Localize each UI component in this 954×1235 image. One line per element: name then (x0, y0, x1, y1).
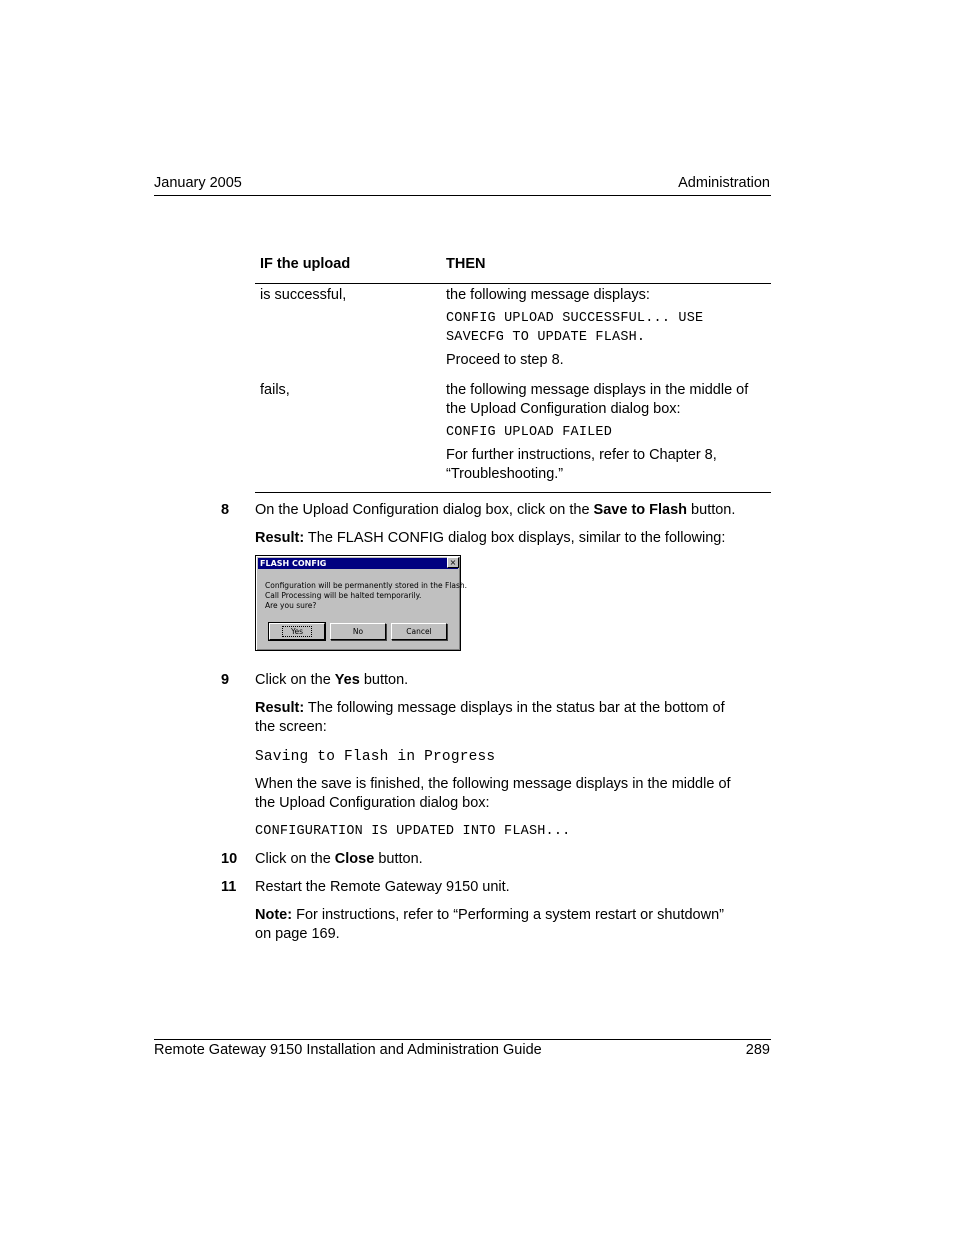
page-number: 289 (745, 1042, 770, 1058)
table-bottom-rule (255, 492, 771, 493)
flash-config-dialog (255, 555, 468, 651)
step-9-code-2: CONFIGURATION IS UPDATED INTO FLASH... (255, 824, 571, 839)
dialog-message-line-1: Configuration will be permanently stored in the Flash. (265, 581, 468, 590)
step-10-text: Click on the Close button. (255, 851, 423, 867)
table-row-1-condition: is successful, (260, 287, 347, 303)
table-row-2-code: CONFIG UPLOAD FAILED (446, 425, 613, 440)
table-row-1-after: Proceed to step 8. (446, 352, 564, 368)
step-9-when-line2: the Upload Configuration dialog box: (255, 795, 490, 811)
dialog-title: FLASH CONFIG (258, 558, 458, 569)
step-9-result-line2: the screen: (255, 719, 327, 735)
dialog-message (265, 581, 467, 611)
table-header-then: THEN (446, 256, 486, 272)
step-11-text: Restart the Remote Gateway 9150 unit. (255, 879, 510, 895)
step-8-result: Result: The FLASH CONFIG dialog box displays, similar to the following: (255, 530, 726, 546)
step-9-code-1: Saving to Flash in Progress (255, 749, 496, 765)
table-header-rule (255, 283, 771, 284)
table-row-2-after-line1: For further instructions, refer to Chapter 8, (446, 447, 717, 463)
table-row-2-condition: fails, (260, 382, 290, 398)
table-row-2-after-line2: “Troubleshooting.” (446, 466, 564, 482)
yes-button[interactable] (269, 623, 325, 640)
step-8-number: 8 (221, 502, 230, 518)
step-11-number: 11 (221, 879, 237, 895)
step-9-text: Click on the Yes button. (255, 672, 409, 688)
step-8-text: On the Upload Configuration dialog box, click on the Save to Flash button. (255, 502, 736, 518)
table-row-2-then-line2: the Upload Configuration dialog box: (446, 401, 681, 417)
table-row-1-then: the following message displays: (446, 287, 650, 303)
table-row-1-code-line2: SAVECFG TO UPDATE FLASH. (446, 330, 646, 345)
table-header-if: IF the upload (260, 256, 351, 272)
yes-button-label: Yes (282, 626, 312, 637)
step-11-note-line1: Note: For instructions, refer to “Performing a system restart or shutdown” (255, 907, 724, 923)
close-icon[interactable]: × (447, 557, 459, 568)
step-9-result-line1: Result: The following message displays in the status bar at the bottom of (255, 700, 725, 716)
no-button[interactable]: No (330, 623, 386, 640)
cancel-button[interactable]: Cancel (391, 623, 447, 640)
header-section: Administration (678, 175, 770, 191)
step-9-when-line1: When the save is finished, the following message displays in the middle of (255, 776, 731, 792)
step-10-number: 10 (221, 851, 238, 867)
header-date: January 2005 (154, 175, 242, 191)
dialog-message-line-2: Call Processing will be halted temporarily. (265, 591, 422, 600)
dialog-message-line-3: Are you sure? (265, 601, 317, 610)
step-9-number: 9 (221, 672, 230, 688)
table-row-1-code-line1: CONFIG UPLOAD SUCCESSFUL... USE (446, 311, 704, 326)
step-11-note-line2: on page 169. (255, 926, 340, 942)
footer-title: Remote Gateway 9150 Installation and Administration Guide (154, 1042, 542, 1058)
header-rule (154, 195, 771, 196)
table-row-2-then-line1: the following message displays in the middle of (446, 382, 749, 398)
footer-rule (154, 1039, 771, 1040)
